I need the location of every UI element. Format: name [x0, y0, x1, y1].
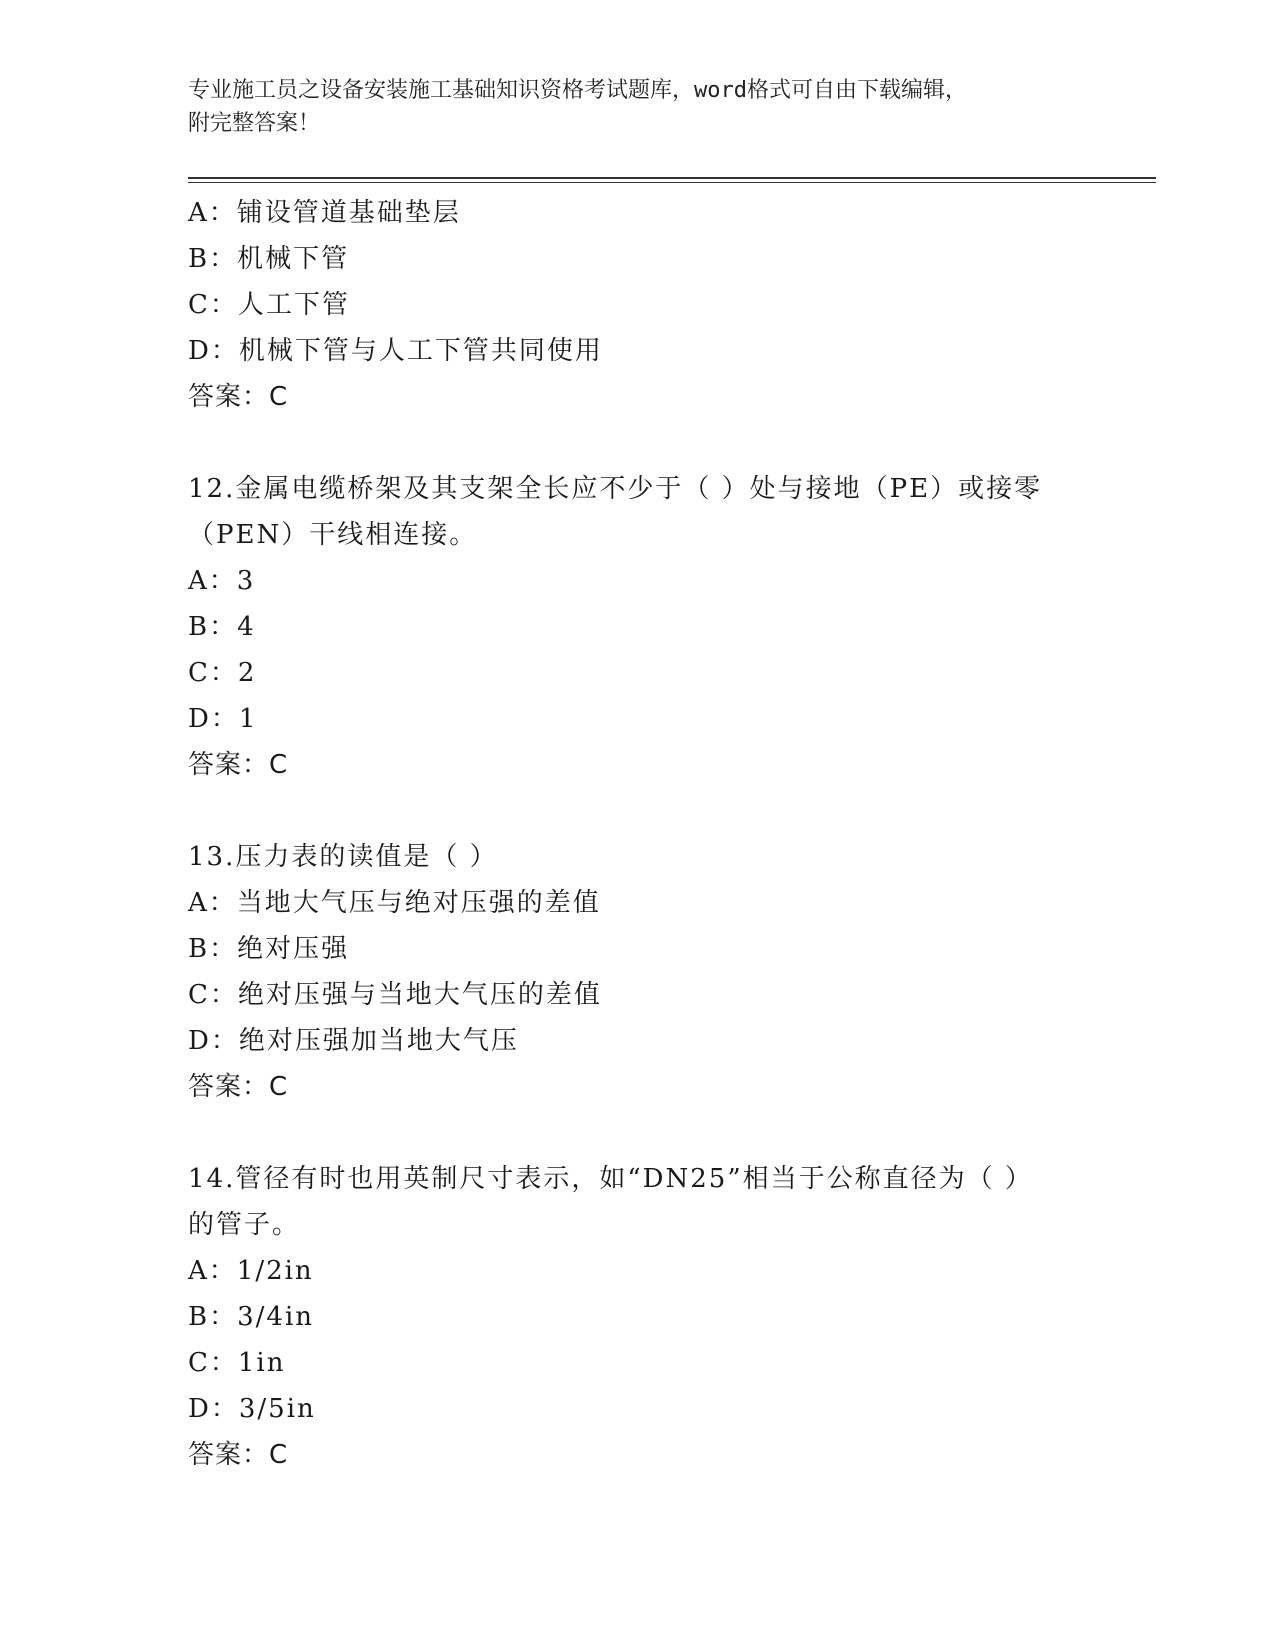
- option-b: B：绝对压强: [188, 934, 350, 964]
- question-11: [188, 190, 1108, 420]
- question-stem-line-1: 13.压力表的读值是（ ）: [188, 842, 498, 872]
- option-a: A：1/2in: [188, 1256, 314, 1286]
- document-header: [188, 74, 1068, 140]
- question-14: [188, 1156, 1108, 1478]
- header-rule-thick: [188, 177, 1156, 179]
- spacer: [188, 420, 1108, 466]
- spacer: [188, 1110, 1108, 1156]
- question-12: [188, 466, 1108, 788]
- option-b: B：机械下管: [188, 244, 350, 274]
- answer: 答案：C: [188, 1440, 289, 1470]
- option-d: D：3/5in: [188, 1394, 316, 1424]
- header-rule-thin: [188, 182, 1156, 183]
- question-stem-line-1: 14.管径有时也用英制尺寸表示，如“DN25”相当于公称直径为（ ）: [188, 1164, 1033, 1194]
- option-d: D：机械下管与人工下管共同使用: [188, 336, 603, 366]
- answer: 答案：C: [188, 750, 289, 780]
- question-13: [188, 834, 1108, 1110]
- option-d: D：绝对压强加当地大气压: [188, 1026, 519, 1056]
- option-c: C：1in: [188, 1348, 286, 1378]
- spacer: [188, 788, 1108, 834]
- option-c: C：绝对压强与当地大气压的差值: [188, 980, 602, 1010]
- option-b: B：3/4in: [188, 1302, 315, 1332]
- option-c: C：人工下管: [188, 290, 350, 320]
- answer: 答案：C: [188, 382, 289, 412]
- option-a: A：3: [188, 566, 256, 596]
- header-line-1: 专业施工员之设备安装施工基础知识资格考试题库，word格式可自由下载编辑，: [188, 78, 967, 103]
- question-stem-line-2: （PEN）干线相连接。: [188, 520, 478, 550]
- option-b: B：4: [188, 612, 256, 642]
- answer: 答案：C: [188, 1072, 289, 1102]
- option-a: A：铺设管道基础垫层: [188, 198, 461, 228]
- option-c: C：2: [188, 658, 257, 688]
- question-list: [188, 190, 1108, 1478]
- question-stem-line-1: 12.金属电缆桥架及其支架全长应不少于（ ）处与接地（PE）或接零: [188, 474, 1043, 504]
- option-a: A：当地大气压与绝对压强的差值: [188, 888, 601, 918]
- option-d: D：1: [188, 704, 258, 734]
- header-line-2: 附完整答案！: [188, 111, 321, 136]
- question-stem-line-2: 的管子。: [188, 1210, 301, 1240]
